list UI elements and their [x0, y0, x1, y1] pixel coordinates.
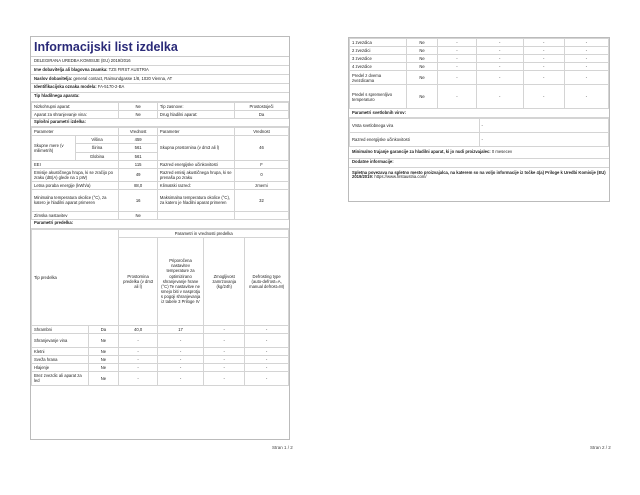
- table-cell: 561: [119, 144, 158, 152]
- table-cell: -: [479, 132, 609, 146]
- table-row: [32, 189, 289, 211]
- table-cell: -: [245, 333, 289, 347]
- table-cell: -: [438, 47, 477, 55]
- table-cell: [235, 211, 289, 219]
- volume-value: 46: [235, 136, 289, 160]
- table-cell: Višina: [75, 136, 119, 144]
- table-cell: Tip zasnove:: [157, 102, 234, 110]
- table-row: [350, 55, 609, 63]
- table-cell: 40,0: [119, 325, 158, 333]
- table-row: [32, 355, 289, 363]
- table-cell: Nizkohrupni aparat:: [32, 102, 119, 110]
- volume-label: Skupna prostornina (v dm3 ali l): [157, 136, 234, 160]
- table-row: [32, 110, 289, 118]
- column-header: Parameter: [32, 128, 119, 136]
- compartment-heading: Parametri predelka:: [31, 220, 289, 229]
- light-source-heading: Parametri svetlobnih virov:: [349, 109, 609, 118]
- table-row: [32, 211, 289, 219]
- table-cell: Širina: [75, 144, 119, 152]
- table-cell: Razred emisij akustičnega hrupa, ki se prenaša po zraku: [157, 168, 234, 181]
- table-cell: -: [204, 371, 245, 385]
- table-cell: -: [476, 85, 523, 109]
- table-row: [350, 63, 609, 71]
- table-cell: Da: [88, 325, 119, 333]
- table-cell: Ne: [406, 47, 437, 55]
- table-cell: 459: [119, 136, 158, 144]
- warranty-row: [349, 147, 609, 159]
- product-info-sheet-continued: [348, 37, 610, 202]
- regulation-text: DELEGIRANA UREDBA KOMISIJE (EU) 2019/2016: [31, 57, 289, 66]
- table-header-row: [32, 229, 289, 237]
- address-row: [31, 75, 289, 84]
- table-cell: Hlajenje: [32, 363, 89, 371]
- table-cell: Predel z dvema zvezdicama: [350, 71, 407, 85]
- table-cell: Ne: [88, 371, 119, 385]
- table-cell: Aparat za shranjevanje vina:: [32, 110, 119, 118]
- table-cell: -: [245, 325, 289, 333]
- table-cell: -: [245, 363, 289, 371]
- type-heading: Tip hladilnega aparata:: [31, 93, 289, 102]
- table-row: [32, 347, 289, 355]
- table-cell: -: [157, 363, 203, 371]
- supplier-value: TZS FIRST AUSTRIA: [108, 66, 149, 72]
- table-cell: Globina: [75, 152, 119, 160]
- table-cell: -: [438, 85, 477, 109]
- column-header: Tip predelka: [32, 229, 119, 325]
- table-cell: Shranjevanje vina: [32, 333, 89, 347]
- table-row: [350, 132, 609, 146]
- page-title: Informacijski list izdelka: [31, 37, 289, 57]
- table-cell: Vrsta svetlobnega vira: [350, 118, 480, 132]
- column-header: Parameter: [157, 128, 234, 136]
- table-cell: 1 zvezdica: [350, 39, 407, 47]
- column-group-header: Parametri in vrednosti predelka: [119, 229, 289, 237]
- table-cell: -: [564, 71, 608, 85]
- table-cell: Ne: [406, 71, 437, 85]
- table-cell: F: [235, 160, 289, 168]
- table-cell: -: [479, 118, 609, 132]
- table-cell: 17: [157, 325, 203, 333]
- page-number: Stran 2 / 2: [590, 445, 611, 450]
- table-cell: -: [157, 371, 203, 385]
- table-cell: -: [438, 63, 477, 71]
- table-row: [350, 85, 609, 109]
- column-header: Vrednost: [119, 128, 158, 136]
- table-cell: -: [119, 363, 158, 371]
- table-cell: -: [476, 47, 523, 55]
- table-cell: -: [204, 355, 245, 363]
- table-cell: Prostostoječi: [235, 102, 289, 110]
- table-cell: Ne: [406, 85, 437, 109]
- table-row: [32, 325, 289, 333]
- table-cell: Ne: [406, 39, 437, 47]
- table-cell: -: [476, 39, 523, 47]
- table-row: [32, 168, 289, 181]
- table-cell: 3 zvezdice: [350, 55, 407, 63]
- table-row: [350, 47, 609, 55]
- table-cell: -: [157, 355, 203, 363]
- table-cell: Ne: [406, 55, 437, 63]
- table-cell: -: [523, 55, 564, 63]
- page-number: Stran 1 / 2: [272, 445, 293, 450]
- table-cell: -: [438, 55, 477, 63]
- table-cell: -: [157, 347, 203, 355]
- table-cell: Brez zvezdic ali aparat za led: [32, 371, 89, 385]
- table-cell: 16: [119, 189, 158, 211]
- column-header: Priporočena nastavitev temperature za optimizirano shranjevanje hrane (°C) Te nastavitve ne smejo biti v nasprotju s pogoji shranjevanja iz tabele 3 Priloge IV: [157, 237, 203, 325]
- table-cell: 88,0: [119, 181, 158, 189]
- table-cell: -: [476, 63, 523, 71]
- type-table: [31, 102, 289, 119]
- table-cell: -: [245, 355, 289, 363]
- table-row: [32, 181, 289, 189]
- column-header: Defrosting type (auto-defrost=A, manual defrost=M): [245, 237, 289, 325]
- product-info-sheet: [30, 36, 290, 440]
- table-cell: Ne: [119, 211, 158, 219]
- table-cell: Predel s spremenljivo temperaturo: [350, 85, 407, 109]
- table-cell: 0: [235, 168, 289, 181]
- table-cell: -: [157, 333, 203, 347]
- table-cell: 561: [119, 152, 158, 160]
- table-cell: Ne: [88, 347, 119, 355]
- model-value: FA-5170-2-BA: [97, 84, 125, 90]
- table-cell: 32: [235, 189, 289, 211]
- table-cell: -: [245, 371, 289, 385]
- table-cell: -: [204, 363, 245, 371]
- table-cell: Sveža hrana: [32, 355, 89, 363]
- address-value: general contact, Raimundgasse 1/8, 1020 Vienna, AT: [73, 75, 173, 81]
- column-header: Prostornina predelka (v dm3 ali l): [119, 237, 158, 325]
- table-row: [32, 136, 289, 144]
- table-cell: 49: [119, 168, 158, 181]
- table-cell: zmerni: [235, 181, 289, 189]
- document-page-2: [320, 0, 640, 495]
- table-cell: -: [119, 355, 158, 363]
- warranty-label: Minimalno trajanje garancije za hladilni aparat, ki jo nudi proizvajalec:: [352, 148, 491, 154]
- table-row: [32, 102, 289, 110]
- table-cell: Maksimalna temperatura okolice (°C), za katero je hladilni aparat primeren: [157, 189, 234, 211]
- table-cell: -: [523, 63, 564, 71]
- address-label: Naslov dobavitelja:: [34, 75, 73, 81]
- table-cell: -: [119, 371, 158, 385]
- table-cell: Klimatski razred:: [157, 181, 234, 189]
- table-row: [350, 118, 609, 132]
- light-source-table: [349, 118, 609, 147]
- dimensions-label: Skupne mere (v milimetrih): [32, 136, 76, 160]
- table-cell: -: [204, 347, 245, 355]
- table-cell: Da: [235, 110, 289, 118]
- table-cell: -: [564, 85, 608, 109]
- general-heading: Splošni parametri izdelka:: [31, 119, 289, 128]
- table-row: [350, 39, 609, 47]
- table-cell: -: [204, 333, 245, 347]
- table-cell: [157, 211, 234, 219]
- star-compartment-table: [349, 38, 609, 109]
- table-cell: -: [245, 347, 289, 355]
- table-cell: Ne: [119, 102, 158, 110]
- column-header: Vrednost: [235, 128, 289, 136]
- website-text: Spletna povezava na spletno mesto proizvajalca, na katerem so na voljo informacije iz točke 4(a) Priloge k Uredbi Komisije (EU) 2019/2019:: [352, 169, 606, 180]
- table-row: [32, 160, 289, 168]
- table-cell: 2 zvezdici: [350, 47, 407, 55]
- model-row: [31, 84, 289, 93]
- table-cell: -: [523, 39, 564, 47]
- table-cell: -: [564, 55, 608, 63]
- general-params-table: [31, 127, 289, 219]
- additional-info-heading: Dodatne informacije:: [349, 159, 609, 168]
- table-cell: Kletni: [32, 347, 89, 355]
- table-row: [32, 363, 289, 371]
- table-cell: Letna poraba energije (kWh/a): [32, 181, 119, 189]
- table-cell: -: [523, 85, 564, 109]
- table-cell: -: [523, 71, 564, 85]
- table-cell: -: [119, 347, 158, 355]
- table-cell: -: [564, 63, 608, 71]
- website-row: [349, 168, 609, 184]
- table-cell: -: [119, 333, 158, 347]
- table-cell: Minimalna temperatura okolice (°C), za katero je hladilni aparat primeren: [32, 189, 119, 211]
- table-cell: Ne: [88, 363, 119, 371]
- table-row: [32, 371, 289, 385]
- table-cell: -: [438, 71, 477, 85]
- table-cell: -: [523, 47, 564, 55]
- table-row: [350, 71, 609, 85]
- table-cell: Drug hladilni aparat:: [157, 110, 234, 118]
- supplier-row: [31, 66, 289, 75]
- table-cell: 115: [119, 160, 158, 168]
- table-cell: 4 zvezdice: [350, 63, 407, 71]
- table-cell: -: [476, 71, 523, 85]
- website-link[interactable]: https://www.firstaustria.com/: [374, 174, 427, 180]
- table-cell: Razred energijske učinkovitosti: [157, 160, 234, 168]
- table-cell: -: [564, 47, 608, 55]
- table-cell: Razred energijske učinkovitosti: [350, 132, 480, 146]
- table-cell: Ne: [406, 63, 437, 71]
- table-cell: Shrambni: [32, 325, 89, 333]
- table-cell: -: [564, 39, 608, 47]
- model-label: Identifikacijska oznaka modela:: [34, 84, 97, 90]
- table-cell: -: [476, 55, 523, 63]
- table-row: [32, 333, 289, 347]
- table-cell: -: [438, 39, 477, 47]
- table-cell: Emisije akustičnega hrupa, ki se zračijo po zraku (dB(A) glede na 1 pW): [32, 168, 119, 181]
- warranty-value: 0 mesecev: [491, 148, 513, 154]
- table-header-row: [32, 128, 289, 136]
- table-cell: Ne: [88, 333, 119, 347]
- compartment-table: [31, 229, 289, 386]
- table-cell: Zimska nastavitev: [32, 211, 119, 219]
- column-header: Zmogljivost zamrzovanja (kg/24h): [204, 237, 245, 325]
- supplier-label: Ime dobavitelja ali blagovna znamka:: [34, 66, 108, 72]
- table-cell: -: [204, 325, 245, 333]
- table-cell: EEI: [32, 160, 119, 168]
- table-cell: Ne: [88, 355, 119, 363]
- table-cell: Ne: [119, 110, 158, 118]
